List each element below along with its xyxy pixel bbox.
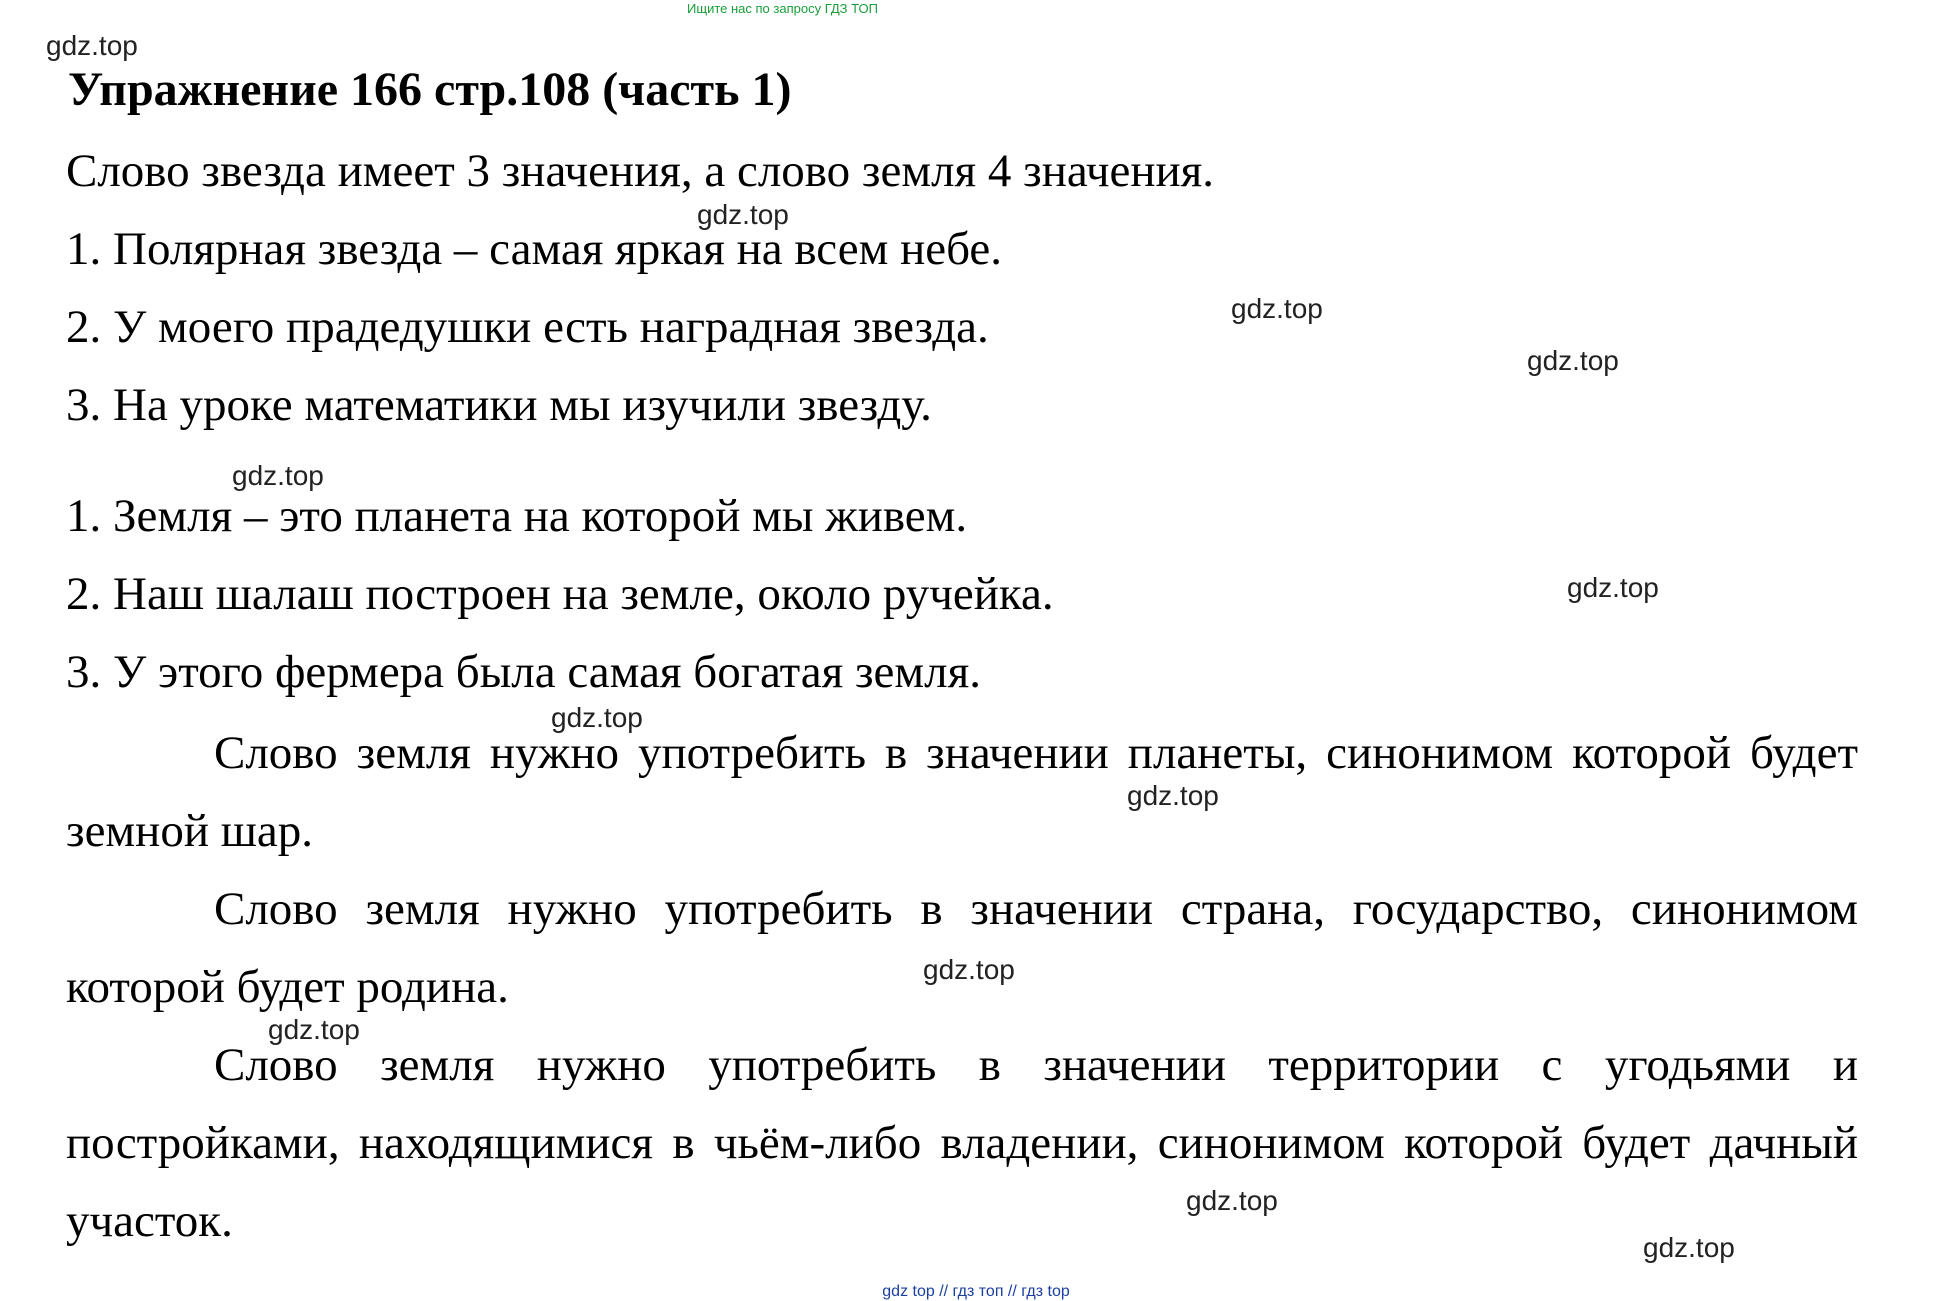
earth-sentence-1: 1. Земля – это планета на которой мы живем. <box>66 490 968 542</box>
earth-sentence-2: 2. Наш шалаш построен на земле, около ручейка. <box>66 568 1054 620</box>
watermark: gdz.top <box>697 199 789 230</box>
watermark: gdz.top <box>923 954 1015 985</box>
watermark: gdz.top <box>1231 293 1323 324</box>
watermark: gdz.top <box>551 702 643 733</box>
footer-links[interactable]: gdz top // гдз топ // гдз top <box>882 1283 1070 1300</box>
earth-sentence-3: 3. У этого фермера была самая богатая земля. <box>66 646 981 698</box>
star-sentence-1: 1. Полярная звезда – самая яркая на всем небе. <box>66 223 1002 275</box>
paragraph-2: Слово земля нужно употребить в значении страна, государство, синонимом которой будет родина. <box>66 883 1858 1013</box>
page-title: Упражнение 166 стр.108 (часть 1) <box>68 63 792 116</box>
star-sentence-3: 3. На уроке математики мы изучили звезду. <box>66 379 932 431</box>
watermark: gdz.top <box>1527 345 1619 376</box>
watermark: gdz.top <box>268 1014 360 1045</box>
watermark: gdz.top <box>46 30 138 61</box>
search-hint-link[interactable]: Ищите нас по запросу ГДЗ ТОП <box>687 1 878 16</box>
watermark: gdz.top <box>1643 1232 1735 1263</box>
watermark: gdz.top <box>232 460 324 491</box>
watermark: gdz.top <box>1567 572 1659 603</box>
watermark: gdz.top <box>1127 780 1219 811</box>
watermark: gdz.top <box>1186 1185 1278 1216</box>
star-sentence-2: 2. У моего прадедушки есть наградная звезда. <box>66 301 989 353</box>
paragraph-3: Слово земля нужно употребить в значении территории с угодьями и постройками, находящимися в чьём-либо владении, синонимом которой будет дачный участок. <box>66 1039 1858 1247</box>
intro-text: Слово звезда имеет 3 значения, а слово земля 4 значения. <box>66 145 1215 197</box>
paragraph-1: Слово земля нужно употребить в значении планеты, синонимом которой будет земной шар. <box>66 727 1858 857</box>
